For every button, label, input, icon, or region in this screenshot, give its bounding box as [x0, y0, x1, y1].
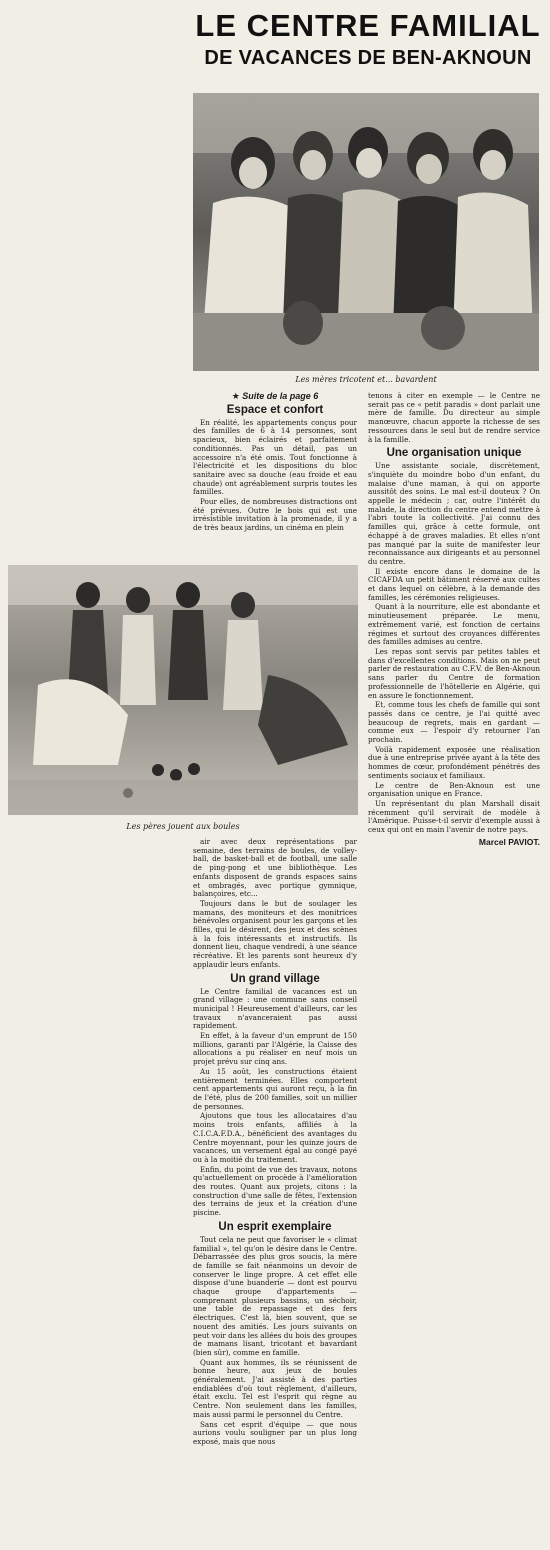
star-icon: ★	[231, 391, 240, 401]
paragraph: En réalité, les appartements conçus pour des familles de 6 à 14 personnes, sont spacieux, bien éclairés et parfaitement conditionnés. Pas un détail, pas un accessoire n'a été omis. Tout fonctionne à l'électricité et les dispositions du bloc sanitaire avec sa douche (eau froide et eau chaude) ont agréablement surpris toutes les familles.	[193, 417, 357, 497]
fathers-photo-caption: Les pères jouent aux boules	[126, 822, 240, 831]
subhead-organisation: Une organisation unique	[386, 447, 522, 460]
headline-line-2: DE VACANCES DE BEN-AKNOUN	[204, 47, 532, 69]
author-signature: Marcel PAVIOT.	[478, 836, 540, 847]
paragraph: Et, comme tous les chefs de famille qui sont passés dans ce centre, je l'ai quitté avec beaucoup de regrets, mais en gardant — comme eux — l'espoir d'y retourner l'an prochain.	[368, 700, 540, 745]
paragraph: Ajoutons que tous les allocataires d'au moins trois enfants, affiliés à la C.I.C.A.F.D.A., bénéficient des avantages du Centre moyennant, pour les quinze jours de vacances, un versement égal au congé payé ou à la moitié du traitement.	[193, 1111, 357, 1164]
paragraph: Le centre de Ben-Aknoun est une organisation unique en France.	[368, 780, 540, 799]
column-right	[368, 392, 540, 846]
headline-line-1: LE CENTRE FAMILIAL	[195, 8, 541, 43]
mothers-photo-caption: Les mères tricotent et... bavardent	[295, 375, 437, 384]
fathers-photo-image	[8, 565, 358, 815]
paragraph: Quant aux hommes, ils se réunissent de bonne heure, aux jeux de boules généralement. J'ai assisté à des parties endiablées d'où tout règlement, d'ailleurs, était exclu. Tel est l'esprit qui règne au Centre. Non seulement dans les familles, mais aussi parmi le personnel du Centre.	[193, 1357, 357, 1419]
subhead-esprit: Un esprit exemplaire	[218, 1220, 332, 1233]
headline	[190, 8, 546, 72]
paragraph: Une assistante sociale, discrètement, s'inquiète du moindre bobo d'un enfant, du malaise d'une maman, à qui on apporte aussitôt des soins. Le mal est-il douteux ? On appelle le médecin ; car, outre l'intérêt du malade, la direction du centre entend mettre à l'abri toute la collectivité. J'ai connu des familles qui, grâce à cette formule, ont échappé à de graves maladies. Et elles n'ont pas manqué par la suite de manifester leur reconnaissance aux dirigeants et au personnel du centre.	[368, 461, 540, 566]
paragraph: Quant à la nourriture, elle est abondante et minutieusement préparée. Le menu, extrêmement varié, est fonction de certains régimes et surtout des croyances différentes des familles admises au centre.	[368, 602, 540, 647]
mothers-photo-image	[193, 93, 539, 371]
paragraph: Il existe encore dans le domaine de la CICAFDA un petit bâtiment réservé aux cultes et dans lequel on célèbre, à la demande des familles, les cérémonies religieuses.	[368, 566, 540, 602]
column-left	[193, 392, 357, 534]
suite-label: Suite de la page 6	[242, 391, 319, 401]
paragraph: Voilà rapidement exposée une réalisation due à une entreprise privée ayant à la tête des hommes de cœur, profondément pénétrés des sentiments sociaux et familiaux.	[368, 744, 540, 780]
mothers-photo	[193, 93, 539, 371]
paragraph: Pour elles, de nombreuses distractions ont été prévues. Outre le bois qui est une irrésistible invitation à la promenade, il y a de très beaux jardins, un cinéma en plein	[193, 497, 357, 533]
paragraph: Toujours dans le but de soulager les mamans, des moniteurs et des monitrices bénévoles organisent pour les garçons et les filles, qui le désirent, des jeux et des scènes à la fois intéressants et instructifs. Ils donnent lieu, chaque vendredi, à une séance récréative. Et les parents sont heureux d'y applaudir leurs enfants.	[193, 898, 357, 969]
paragraph: En effet, à la faveur d'un emprunt de 150 millions, garanti par l'Algérie, la Caisse des allocations a pu réaliser en neuf mois un projet prévu sur cinq ans.	[193, 1031, 357, 1067]
paragraph: Les repas sont servis par petites tables et dans d'excellentes conditions. Mais on ne peut parler de restauration au C.F.V. de Ben-Aknoun sans parler du Centre de formation professionnelle de l'hôtellerie en Algérie, qui en assure le fonctionnement.	[368, 646, 540, 700]
column-middle	[193, 838, 357, 1448]
paragraph: Au 15 août, les constructions étaient entièrement terminées. Elles comportent cent appartements qui auront reçu, à la fin de l'été, plus de 200 familles, soit un millier de personnes.	[193, 1066, 357, 1111]
subhead-village: Un grand village	[230, 972, 320, 985]
suite-note	[193, 392, 357, 401]
paragraph: Le Centre familial de vacances est un grand village : une commune sans conseil municipal ! Heureusement d'ailleurs, car les travaux n'avanceraient pas aussi rapidement.	[193, 986, 357, 1031]
paragraph: Tout cela ne peut que favoriser le « climat familial », tel qu'on le désire dans le Centre. Débarrassée des plus gros soucis, la mère de famille se fait néanmoins un devoir de conserver le linge propre. A cet effet elle dispose d'une buanderie — dont est pourvu chaque groupe d'appartements — comprenant plusieurs bassins, un séchoir, une table de repassage et des fers électriques. C'est là, bien souvent, que se nouent des amitiés. Les jours suivants on peut voir dans les allées du bois des groupes de mamans lisant, tricotant et bavardant (bien sûr), comme en famille.	[193, 1234, 357, 1357]
fathers-photo	[8, 565, 358, 815]
paragraph: Un représentant du plan Marshall disait récemment qu'il servirait de modèle à l'Amérique. Puisse-t-il servir d'exemple aussi à ceux qui ont en main l'avenir de notre pays.	[368, 798, 540, 835]
paragraph: Enfin, du point de vue des travaux, notons qu'actuellement on procède à l'amélioration des routes. Quant aux projets, citons : la construction d'une salle de fêtes, l'extension des terrains de jeux et la création d'une piscine.	[193, 1164, 357, 1218]
paragraph: air avec deux représentations par semaine, des terrains de boules, de volley-ball, de basket-ball et de football, une salle de ping-pong et une bibliothèque. Les enfants disposent de grands espaces sains et ombragés, avec portique gymnique, balançoires, etc...	[193, 837, 357, 899]
paragraph: tenons à citer en exemple — le Centre ne serait pas ce « petit paradis » dont parlait une mère de famille. Du directeur au simple manœuvre, chacun apporte la richesse de ses ressources dans le seul but de rendre service à la famille.	[368, 391, 540, 444]
subhead-espace: Espace et confort	[226, 403, 324, 416]
paragraph: Sans cet esprit d'équipe — que nous aurions voulu souligner par un plus long exposé, mais que nous	[193, 1419, 357, 1446]
